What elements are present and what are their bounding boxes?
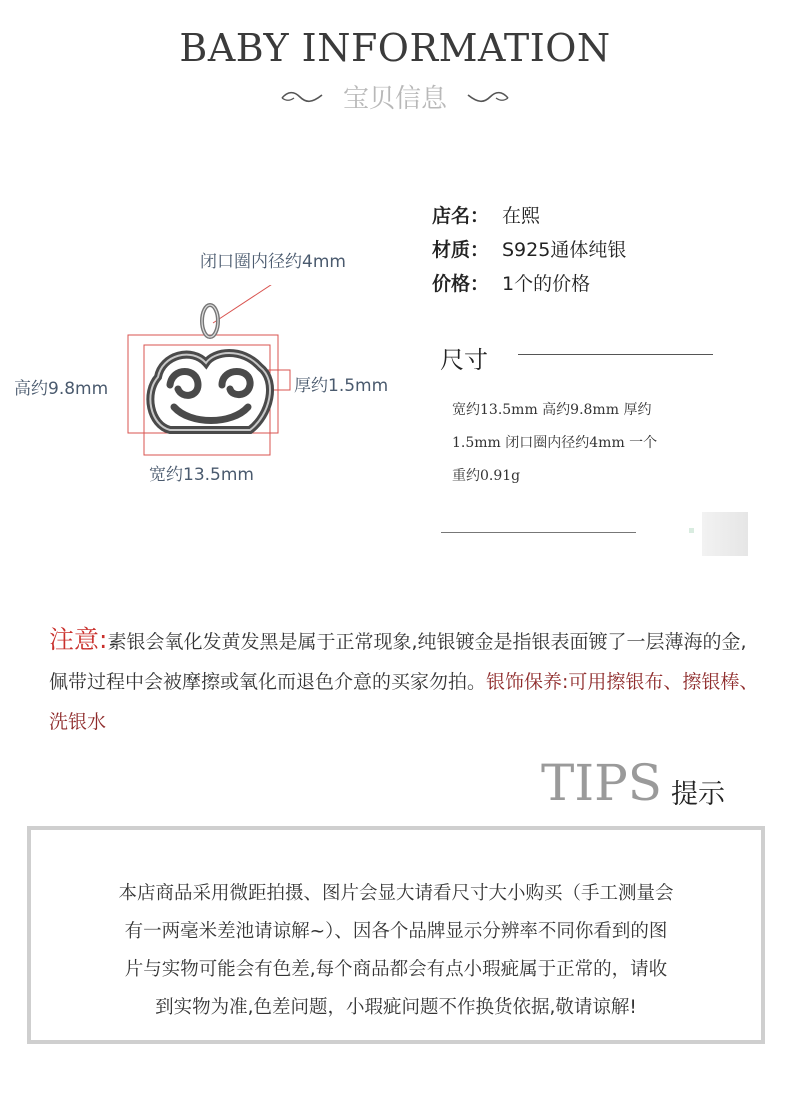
info-price [432, 269, 590, 296]
size-line-1: 宽约13.5mm 高约9.8mm 厚约 [452, 402, 652, 418]
tips-title-cn: 提示 [671, 779, 725, 810]
info-material-value: S925通体纯银 [502, 239, 627, 261]
care-note [49, 620, 761, 742]
decorative-dot [689, 528, 694, 533]
info-material-key: 材质： [432, 239, 490, 261]
thickness-label: 厚约1.5mm [294, 376, 389, 396]
note-care-label: 银饰保养: [486, 671, 569, 693]
info-shop-key: 店名： [432, 205, 490, 227]
left-flourish-icon [280, 89, 324, 105]
size-line-3: 重约0.91g [452, 468, 521, 484]
note-title: 注意: [49, 625, 108, 654]
note-body: 素银会氧化发黄发黑是属于正常现象,纯银镀金是指银表面镀了一层薄海的金,佩带过程中会被摩擦或氧化而退色介意的买家勿拍。 [49, 631, 747, 693]
size-divider [518, 354, 713, 355]
subtitle-row [0, 78, 790, 115]
cloud-charm [150, 353, 270, 430]
tips-title-en: TIPS [541, 754, 662, 812]
size-heading: 尺寸 [440, 346, 488, 374]
height-label: 高约9.8mm [14, 379, 109, 399]
tips-line-1: 本店商品采用微距拍摄、图片会显大请看尺寸大小购买（手工测量会 [118, 883, 674, 904]
info-price-value: 1个的价格 [502, 273, 591, 295]
page-title-cn: 宝贝信息 [342, 84, 447, 114]
info-shop [432, 201, 540, 228]
info-price-key: 价格： [432, 273, 490, 295]
tips-line-3: 片与实物可能会有色差,每个商品都会有点小瑕疵属于正常的，请收 [124, 959, 668, 980]
size-description [452, 394, 712, 493]
size-line-2: 1.5mm 闭口圈内径约4mm 一个 [452, 435, 658, 451]
tips-text [60, 875, 732, 1027]
width-label: 宽约13.5mm [149, 465, 254, 485]
inner-diameter-label: 闭口圈内径约4mm [200, 252, 346, 272]
right-flourish-icon [466, 89, 510, 105]
info-shop-value: 在熙 [502, 205, 541, 227]
info-material [432, 235, 626, 262]
tips-line-2: 有一两毫米差池请谅解~）、因各个品牌显示分辨率不同你看到的图 [124, 921, 668, 942]
product-image [110, 285, 310, 460]
inner-diameter-guide [213, 285, 286, 323]
size-bottom-divider [441, 532, 636, 533]
tips-line-4: 到实物为准,色差问题，小瑕疵问题不作换货依据,敬请谅解! [155, 997, 637, 1018]
decorative-swatch [702, 512, 748, 556]
note-care-text: 可用擦银布、擦银棒、洗银水 [49, 671, 759, 733]
page-title-en: BABY INFORMATION [179, 26, 611, 70]
